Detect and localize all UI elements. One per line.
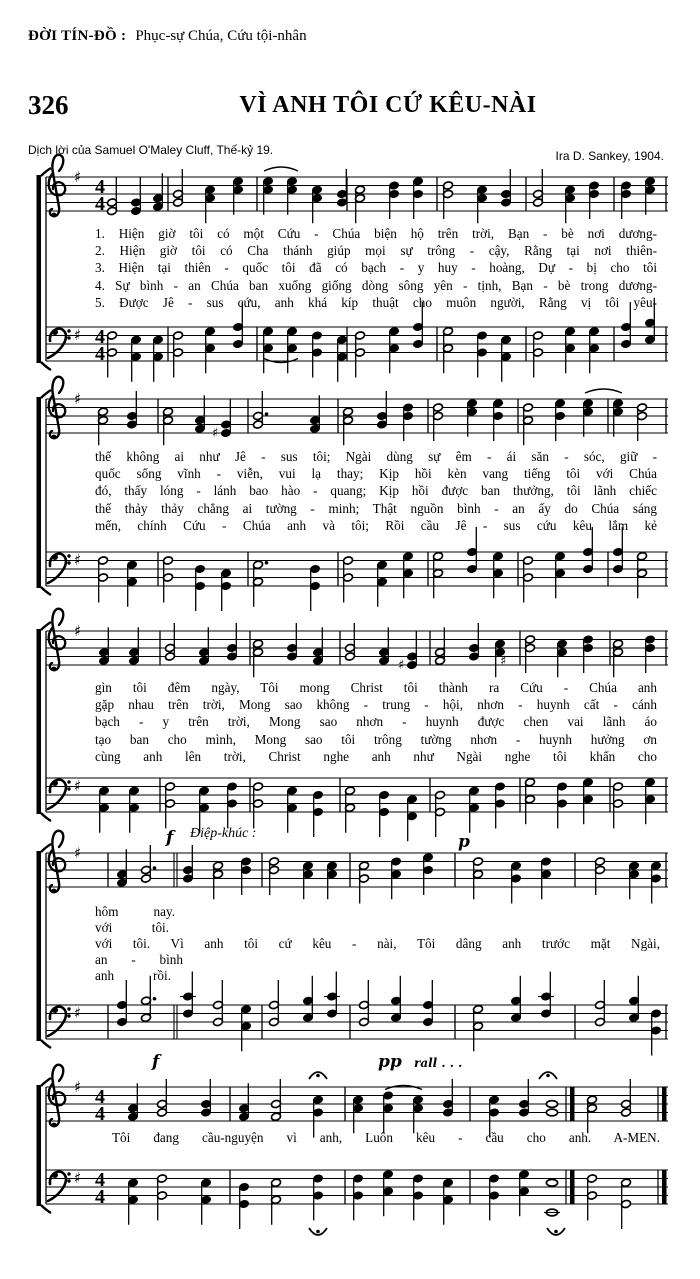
expression-label: rall . . . — [414, 1056, 463, 1070]
dynamic-marking: p — [458, 832, 470, 852]
lyric-line: 4. Sự bình - an Chúa ban xuống giống dòng sông yên - tịnh, Bạn - bè trong dương- — [95, 277, 657, 293]
lyric-line: bạch - y trên trời, Mong sao nhơn - huynh được chen vai lãnh áo — [95, 714, 657, 730]
lyric-line: tạo ban cho mình, Mong sao tôi trông tường nhơn - huynh hưởng ơn — [95, 731, 657, 747]
time-signature: 4 — [95, 176, 105, 198]
key-signature-sharp: ♯ — [74, 1004, 82, 1022]
time-signature: 4 — [95, 343, 105, 365]
dynamic-marking: pp — [378, 1052, 402, 1072]
time-signature: 4 — [95, 193, 105, 215]
dynamic-marking: f — [152, 1052, 160, 1072]
notehead — [546, 1101, 557, 1108]
treble-staff — [46, 631, 668, 665]
treble-clef-icon — [49, 1065, 65, 1128]
time-signature: 4 — [95, 1103, 105, 1125]
accidental-sharp-icon: ♯ — [398, 658, 405, 673]
treble-staff — [46, 399, 668, 433]
bass-staff — [46, 552, 668, 586]
lyric-line: cùng anh lên trời, Christ nghe anh như Ngài nghe tôi khẩn cho — [95, 748, 657, 764]
system-2-lyrics — [95, 450, 657, 536]
hymn-number: 326 — [28, 90, 69, 120]
time-signature: 4 — [95, 1186, 105, 1208]
music-system-1 — [0, 150, 700, 395]
lyric-line: 2. Hiện giờ tôi có Cha thánh giúp mọi sự trông - cậy, Rằng tại nơi thiên- — [95, 243, 657, 259]
lyric-line: thế không ai như Jê - sus tôi; Ngài dùng sự êm - ái săn - sóc, giữ - — [95, 449, 657, 464]
section-category: ĐỜI TÍN-ĐỒ : — [28, 28, 127, 44]
expression-label: Điệp-khúc : — [190, 826, 257, 841]
music-system-2 — [0, 380, 700, 620]
key-signature-sharp: ♯ — [74, 622, 82, 640]
accidental-sharp-icon: ♯ — [500, 653, 507, 669]
lyric-line: an - bình — [95, 952, 183, 967]
lyric-line: gìn tôi đêm ngày, Tôi mong Christ tôi thành ra Cứu - Chúa anh — [95, 680, 657, 695]
lyric-line: với tôi. Vì anh tôi cứ kêu - nài, Tôi dâng anh trước mặt Ngài, — [95, 936, 660, 951]
treble-staff — [46, 1087, 668, 1121]
treble-clef-icon — [49, 831, 65, 894]
lyric-line: thế thảy thảy chẳng ai tường - minh; Thật nguồn bình - an ấy do Chúa sáng — [95, 500, 657, 516]
key-signature-sharp: ♯ — [74, 390, 82, 408]
page-title: VÌ ANH TÔI CỨ KÊU-NÀI — [239, 92, 537, 118]
page-header — [28, 28, 307, 45]
treble-clef-icon — [49, 609, 65, 672]
bass-clef-icon — [48, 1172, 71, 1201]
treble-clef-icon — [49, 155, 65, 218]
key-signature-sharp: ♯ — [74, 551, 82, 569]
bass-clef-icon — [48, 780, 71, 809]
key-signature-sharp: ♯ — [74, 1078, 82, 1096]
notehead — [546, 1179, 557, 1186]
lyric-line: 1. Hiện giờ tôi có một Cứu - Chúa biện hộ trên trời, Bạn - bè nơi dương- — [95, 226, 657, 241]
treble-staff — [46, 177, 668, 211]
bass-staff — [46, 778, 668, 812]
key-signature-sharp: ♯ — [74, 844, 82, 862]
time-signature: 4 — [95, 326, 105, 348]
tie-arc — [585, 389, 622, 393]
accidental-sharp-icon: ♯ — [212, 426, 219, 441]
notehead — [546, 1109, 557, 1116]
music-system-3 — [0, 612, 700, 846]
treble-clef-icon — [49, 377, 65, 440]
lyric-line: đó, thấy lóng - lánh bao hào - quang; Kịp hồi được ban thưởng, tôi lãnh chiếc — [95, 483, 657, 499]
system-5-lyrics — [112, 1131, 660, 1148]
lyric-line: Tôi đang cầu-nguyện vì anh, Luôn kêu - cầu cho anh. A-MEN. — [112, 1130, 660, 1145]
time-signature: 4 — [95, 1169, 105, 1191]
lyric-line: gặp nhau trên trời, Mong sao không - trung - hội, nhơn - huynh cất - cánh — [95, 697, 657, 713]
system-1-lyrics — [95, 227, 657, 313]
lyric-line: 3. Hiện tại thiên - quốc tôi đã có bạch - y huy - hoàng, Dự - bị cho tôi — [95, 260, 657, 276]
bass-clef-icon — [48, 1007, 71, 1036]
section-subcategory: Phục-sự Chúa, Cứu tội-nhân — [135, 28, 307, 44]
system-3-lyrics — [95, 681, 657, 767]
bass-clef-icon — [48, 554, 71, 583]
key-signature-sharp: ♯ — [74, 326, 82, 344]
lyric-line: quốc sống vĩnh - viễn, vui lạ thay; Kịp hồi kèn vang tiếng tôi với Chúa — [95, 466, 657, 482]
key-signature-sharp: ♯ — [74, 1169, 82, 1187]
lyric-line: hôm nay. — [95, 904, 175, 919]
dynamic-marking: f — [166, 828, 174, 848]
lyric-line: với tôi. — [95, 920, 169, 935]
lyric-line: 5. Được Jê - sus cứu, anh khá kíp thuật cho muôn người, Rằng vị tôi yêu- — [95, 294, 657, 310]
key-signature-sharp: ♯ — [74, 777, 82, 795]
time-signature: 4 — [95, 1086, 105, 1108]
music-system-5 — [0, 1035, 700, 1250]
composer-credit: Ira D. Sankey, 1904. — [555, 149, 664, 163]
lyric-line: anh rồi. — [95, 968, 171, 983]
lyricist-credit: Dịch lời của Samuel O'Maley Cluff, Thế-kỷ 19. — [28, 143, 274, 157]
tie-arc — [264, 167, 298, 171]
key-signature-sharp: ♯ — [74, 168, 82, 186]
system-4-lyrics — [95, 905, 660, 985]
bass-clef-icon — [48, 329, 71, 358]
lyric-line: mến, chính Cứu - Chúa anh và tôi; Rồi cầu Jê - sus cứu kêu lắm kẻ — [95, 517, 657, 533]
